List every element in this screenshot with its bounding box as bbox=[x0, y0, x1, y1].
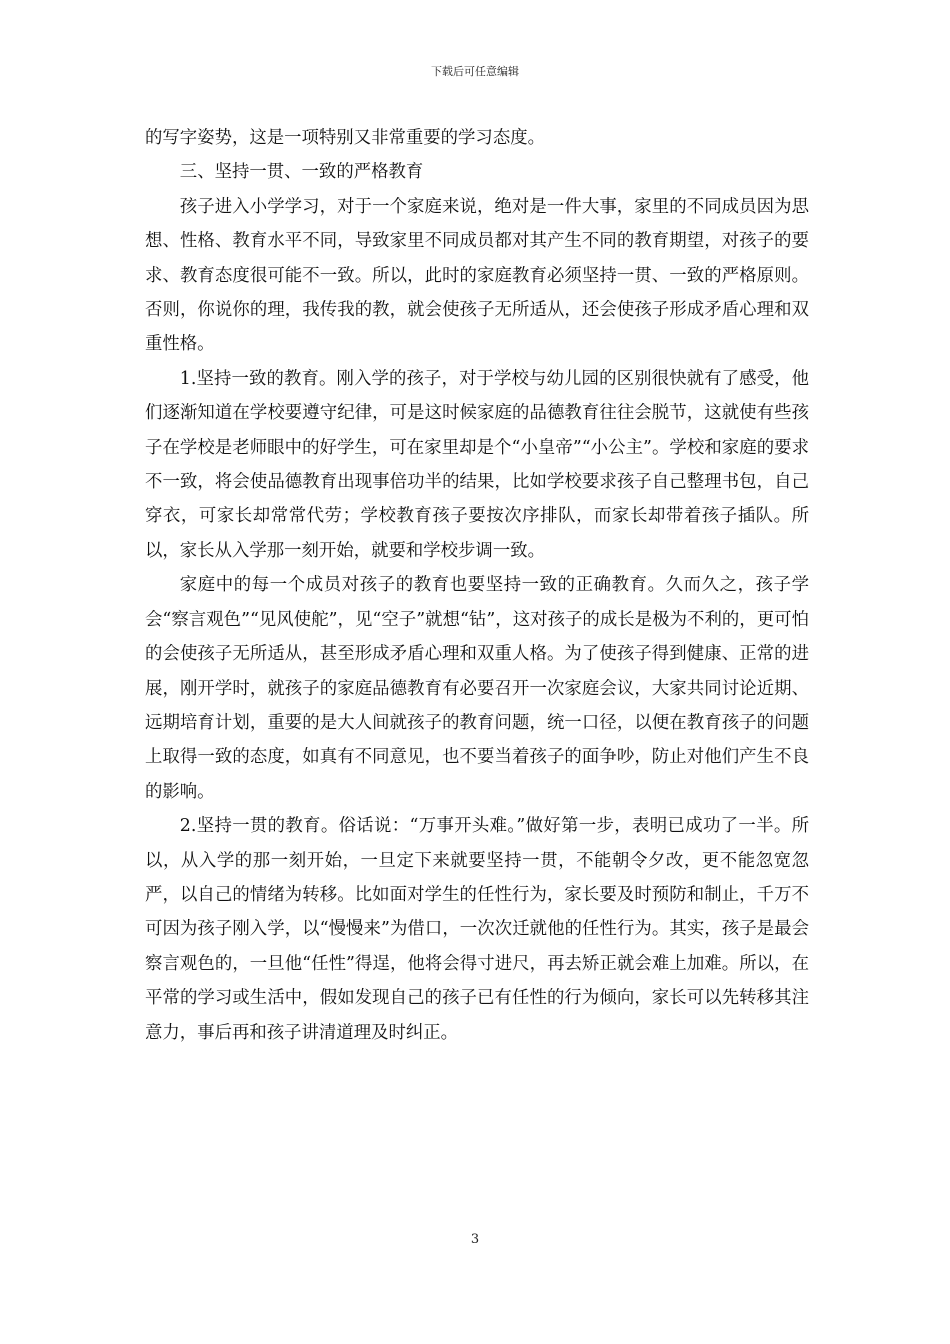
paragraph: 家庭中的每一个成员对孩子的教育也要坚持一致的正确教育。久而久之，孩子学会“察言观色”“见风使舵”，见“空子”就想“钻”，这对孩子的成长是极为不利的，更可怕的会使孩子无所适从，甚至形成矛盾心理和双重人格。为了使孩子得到健康、正常的进展，刚开学时，就孩子的家庭品德教育有必要召开一次家庭会议，大家共同讨论近期、远期培育计划，重要的是大人间就孩子的教育问题，统一口径，以便在教育孩子的问题上取得一致的态度，如真有不同意见，也不要当着孩子的面争吵，防止对他们产生不良的影响。 bbox=[145, 575, 809, 802]
paragraph: 2.坚持一贯的教育。俗话说：“万事开头难。”做好第一步，表明已成功了一半。所以，从入学的那一刻开始，一旦定下来就要坚持一贯，不能朝令夕改，更不能忽宽忽严，以自己的情绪为转移。比如面对学生的任性行为，家长要及时预防和制止，千万不可因为孩子刚入学，以“慢慢来”为借口，一次次迁就他的任性行为。其实，孩子是最会察言观色的，一旦他“任性”得逞，他将会得寸进尺，再去矫正就会难上加难。所以，在平常的学习或生活中，假如发现自己的孩子已有任性的行为倾向，家长可以先转移其注意力，事后再和孩子讲清道理及时纠正。 bbox=[145, 816, 809, 1043]
document-body bbox=[145, 121, 809, 1050]
paragraph-continuation: 的写字姿势，这是一项特别又非常重要的学习态度。 bbox=[145, 128, 545, 148]
section-heading: 三、坚持一贯、一致的严格教育 bbox=[179, 162, 424, 183]
paragraph: 1.坚持一致的教育。刚入学的孩子，对于学校与幼儿园的区别很快就有了感受，他们逐渐知道在学校要遵守纪律，可是这时候家庭的品德教育往往会脱节，这就使有些孩子在学校是老师眼中的好学生，可在家里却是个“小皇帝”“小公主”。学校和家庭的要求不一致，将会使品德教育出现事倍功半的结果，比如学校要求孩子自己整理书包，自己穿衣，可家长却常常代劳；学校教育孩子要按次序排队，而家长却带着孩子插队。所以，家长从入学那一刻开始，就要和学校步调一致。 bbox=[145, 368, 809, 561]
page-number: 3 bbox=[470, 1232, 480, 1247]
page-header: 下载后可任意编辑 bbox=[431, 65, 519, 78]
paragraph: 孩子进入小学学习，对于一个家庭来说，绝对是一件大事，家里的不同成员因为思想、性格、教育水平不同，导致家里不同成员都对其产生不同的教育期望，对孩子的要求、教育态度很可能不一致。所以，此时的家庭教育必须坚持一贯、一致的严格原则。否则，你说你的理，我传我的教，就会使孩子无所适从，还会使孩子形成矛盾心理和双重性格。 bbox=[145, 196, 809, 355]
